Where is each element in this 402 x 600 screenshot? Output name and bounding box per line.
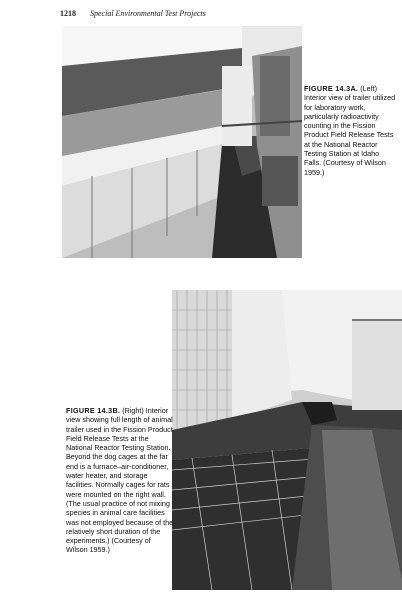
- photo-animal-trailer-cages: [172, 290, 402, 590]
- figure-caption-14-3a: [304, 84, 398, 177]
- figure-caption-14-3b: [66, 406, 174, 555]
- animal-trailer-illustration: [172, 290, 402, 590]
- figure-label: FIGURE 14.3B.: [66, 406, 121, 415]
- running-title: Special Environmental Test Projects: [90, 8, 206, 18]
- photo-lab-trailer-interior: [62, 26, 302, 258]
- running-header: [60, 6, 360, 20]
- lab-trailer-illustration: [62, 26, 302, 258]
- figure-caption-text: (Right) Interior view showing full length of animal trailer used in the Fission Product Field Release Tests at the National Reactor Testing Station. Beyond the dog cages at the far end is a furnace–air-conditioner, water heater, and storage facilities. Normally cages for rats were mounted on the right wall. (The usual practice of not mixing species in animal care facilities was not employed because of the relatively short duration of the experiments.) (Courtesy of Wilson 1959.): [66, 406, 174, 555]
- figure-label: FIGURE 14.3A.: [304, 84, 359, 93]
- figure-caption-text: (Left) Interior view of trailer utilized for laboratory work, particularly radioactivity counting in the Fission Product Field Release Tests at the National Reactor Testing Station at Idaho Falls. (Courtesy of Wilson 1959.): [304, 84, 396, 177]
- page-number: 1218: [60, 8, 76, 18]
